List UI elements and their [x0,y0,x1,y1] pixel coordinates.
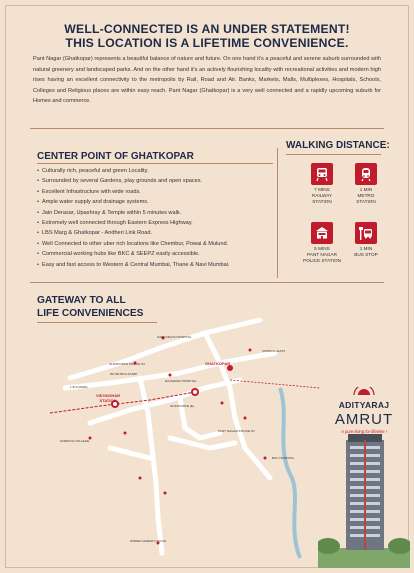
list-item: • Jain Derasar, Upashray & Temple within 5 minutes walk. [37,208,277,218]
center-title-underline [37,163,273,164]
center-point-list [37,166,277,270]
walking-time: 1 MIN [359,187,373,192]
list-item: • Well Connected to other uber rich locations like Chembur, Powai & Mulund. [37,239,277,249]
walking-distance-title: WALKING DISTANCE: [286,140,390,151]
headline-line-2: THIS LOCATION IS A LIFETIME CONVENIENCE. [65,36,349,50]
headline-line-1: WELL-CONNECTED IS AN UNDER STATEMENT! [64,22,350,36]
center-point-title: CENTER POINT OF GHATKOPAR [37,151,194,162]
map-label-ghatkopar-police: GHATKOPAR POLICE ST. [109,362,146,366]
walking-place: STATION [356,199,376,204]
walking-time: 5 MINS [314,246,330,251]
walking-place: BUS STOP [354,252,378,257]
creek [280,388,300,558]
project-name: AMRUT [334,411,394,428]
list-item: • Culturally rich, peaceful and green Locality. [37,166,277,176]
map-label-rajawadi: RAJAWADI HOSPITAL [165,379,197,383]
list-item: • Ample water supply and drainage systems. [37,197,277,207]
divider [30,282,384,283]
walking-item-bus-stop [336,222,396,258]
list-item: • Easy and fast access to Western & Central Mumbai, Thane & Navi Mumbai. [37,260,277,270]
list-item: • Excellent Infrastructure with wide roads. [37,187,277,197]
map-label-pant-nagar: PANT NAGAR POLICE ST. [218,429,256,433]
walking-place: POLICE STATION [302,258,342,263]
gateway-title-line-1: GATEWAY TO ALL [37,295,126,306]
map-label-ghatkopar-e: GHATKOPAR (E) [170,404,194,408]
ghatkopar-station-marker [191,388,199,396]
intro-paragraph: Pant Nagar (Ghatkopar) represents a beautiful balance of nature and future. On one hand it's a peaceful and serene suburb surrounded with natural greenery and landscaped parks. And on the other hand it's an actively flourishing locality with recreational activities and modern high rises having an excellent connectivity to the metropolis by Rail, Road and Air. Banks, Markets, Malls, Multiplexes, Hospitals, Schools, Colleges and Religious places are within easy reach. Pant Nagar (Ghatkopar) is a very well connected and a rapidly upcoming suburb for Homes and commerce. [33,56,381,105]
brand-block [319,382,409,434]
walking-place: PANT NAGAR [306,252,338,257]
vidyavihar-line-2: STATION [99,397,117,403]
gateway-title-line-2: LIFE CONVENIENCES [37,308,144,319]
map-label-lbs-marg: L.B.S MARG [70,385,88,389]
list-item: • Commercial working hubs like BKC & SEEPZ easily accessible. [37,249,277,259]
metro-icon [355,163,377,185]
walking-item-metro [336,163,396,205]
sun-logo-icon [352,387,376,395]
walking-title-underline [286,154,381,155]
walking-time: 7 MINS [314,187,330,192]
brand-tagline: A pure living for lifetime ! [341,429,387,434]
walking-place: RAILWAY [311,193,333,198]
walking-time: 1 MIN [359,246,373,251]
walking-place: STATION [312,199,332,204]
bus-stop-icon [355,222,377,244]
list-item: • Surrounded by several Gardens, play grounds and open spaces. [37,176,277,186]
vidyavihar-line-1: VIDYAVIHAR [96,393,121,398]
map-label-bkc: BKC HOSPITAL [272,456,295,460]
map-label-hp-petrol: HP PETROL PUMP [110,372,138,376]
walking-place: METRO [357,193,375,198]
map-label-vidyavihar-station [96,394,120,403]
railway-icon [311,163,333,185]
map-label-ghatkopar-station: GHATKOPAR [205,361,231,366]
gateway-title [37,294,143,320]
map-label-shree-ganesh: SHREE GANESH UDYAN [130,539,167,543]
headline [0,22,414,50]
brand-name: ADITYARAJ [338,400,390,410]
list-item-continuation: • LBS Marg & Ghatkopar - Andheri Link Road. [37,228,277,238]
route-line [230,380,320,388]
list-item: • Extremely well connected through Eastern Express Highway, [37,218,277,228]
police-station-icon [311,222,333,244]
map-label-somaiya: SOMAIYA COLLEGE [60,439,90,443]
map-label-vikhroli: VIKHROLI EAST [262,349,286,353]
building-illustration [318,428,410,568]
section-divider [277,148,278,278]
divider [30,128,384,129]
map-label-sarvodaya: SARVODAYA HOSPITAL [157,335,192,339]
side-road [110,448,150,458]
